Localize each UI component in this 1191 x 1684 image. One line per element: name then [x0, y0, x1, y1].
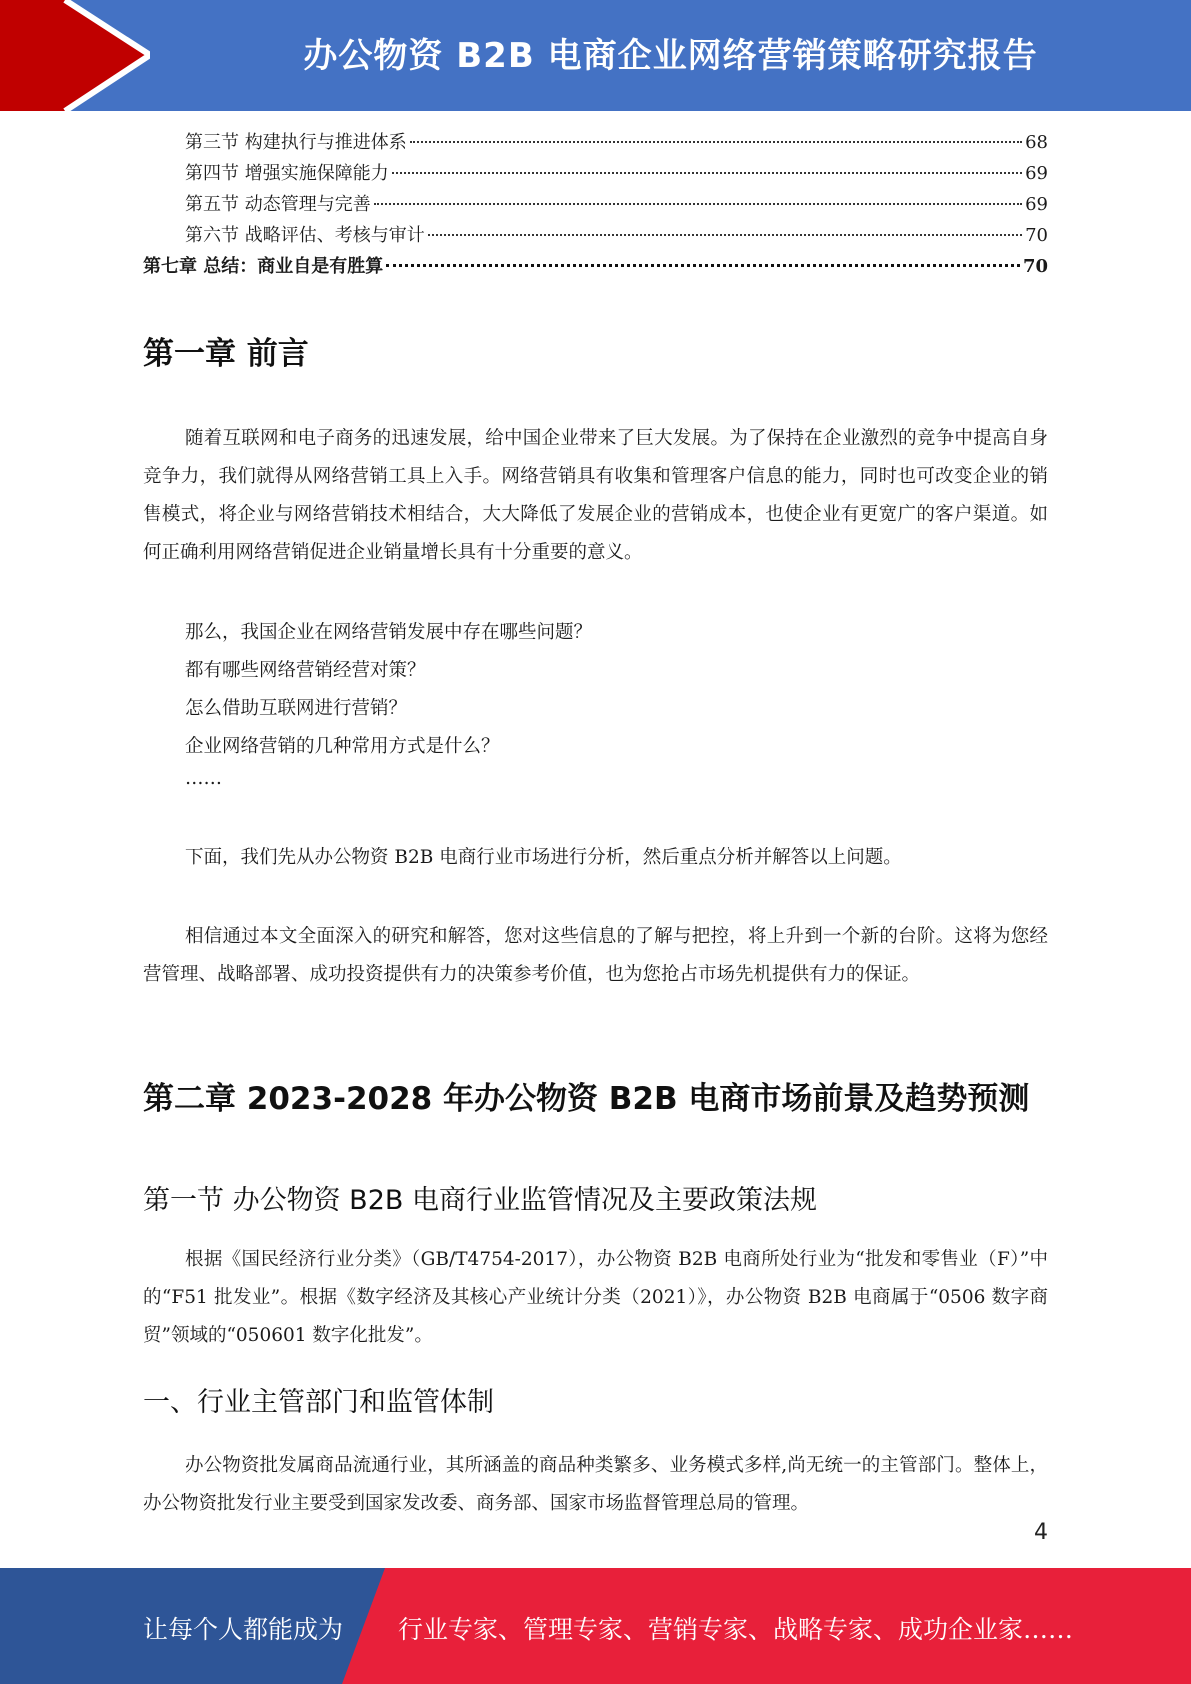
toc-leader-dots: [386, 264, 1020, 267]
ellipsis-line: ……: [185, 768, 222, 789]
subsection-paragraph: 办公物资批发属商品流通行业，其所涵盖的商品种类繁多、业务模式多样,尚无统一的主管部门。整体上，办公物资批发行业主要受到国家发改委、商务部、国家市场监督管理总局的管理。: [143, 1455, 1048, 1514]
toc-leader-dots: [410, 141, 1022, 143]
report-title: 办公物资 B2B 电商企业网络营销策略研究报告: [303, 36, 1038, 76]
header-red-arrow: [0, 0, 150, 111]
toc-entry[interactable]: [143, 128, 1048, 159]
toc-entry-page: 69: [1025, 194, 1048, 215]
toc-leader-dots: [428, 234, 1022, 236]
chapter-1-paragraph-3: 相信通过本文全面深入的研究和解答，您对这些信息的了解与把控，将上升到一个新的台阶。这将为您经营管理、战略部署、成功投资提供有力的决策参考价值，也为您抢占市场先机提供有力的保证。: [143, 926, 1048, 985]
question-line: 企业网络营销的几种常用方式是什么？: [185, 736, 500, 757]
question-line: 那么，我国企业在网络营销发展中存在哪些问题？: [185, 622, 593, 643]
footer-slogan-left: 让每个人都能成为: [143, 1615, 344, 1644]
footer-slogan-right: 行业专家、管理专家、营销专家、战略专家、成功企业家……: [398, 1615, 1074, 1644]
toc-entry-label: 第四节 增强实施保障能力: [185, 163, 389, 184]
toc-entry-label: 第五节 动态管理与完善: [185, 194, 371, 215]
toc-entry-page: 68: [1025, 132, 1048, 153]
table-of-contents: [143, 128, 1048, 283]
toc-entry-label: 第三节 构建执行与推进体系: [185, 132, 407, 153]
chapter-1-heading: 第一章 前言: [143, 336, 309, 372]
toc-leader-dots: [392, 172, 1022, 174]
subsection-heading: 一、行业主管部门和监管体制: [143, 1387, 494, 1418]
toc-entry-label: 第六节 战略评估、考核与审计: [185, 225, 425, 246]
toc-entry-page: 69: [1025, 163, 1048, 184]
question-line: 都有哪些网络营销经营对策？: [185, 660, 426, 681]
toc-entry[interactable]: [143, 159, 1048, 190]
section-1-heading: 第一节 办公物资 B2B 电商行业监管情况及主要政策法规: [143, 1185, 817, 1216]
question-line: 怎么借助互联网进行营销？: [185, 698, 408, 719]
toc-leader-dots: [374, 203, 1022, 205]
toc-entry[interactable]: [143, 221, 1048, 252]
chapter-2-heading: 第二章 2023-2028 年办公物资 B2B 电商市场前景及趋势预测: [143, 1081, 1030, 1117]
toc-entry[interactable]: [143, 190, 1048, 221]
header-banner: [0, 0, 1191, 111]
toc-chapter-entry[interactable]: [143, 252, 1048, 283]
toc-entry-page: 70: [1022, 256, 1048, 277]
page-number: 4: [1034, 1520, 1048, 1545]
toc-entry-label: 第七章 总结：商业自是有胜算: [143, 256, 384, 277]
section-1-paragraph: 根据《国民经济行业分类》（GB/T4754-2017），办公物资 B2B 电商所处行业为“批发和零售业（F）”中的“F51 批发业”。根据《数字经济及其核心产业统计分类（2021）》，办公物资 B2B 电商属于“0506 数字商贸”领域的“050601 数字化批发”。: [143, 1249, 1048, 1346]
toc-entry-page: 70: [1025, 225, 1048, 246]
chapter-1-paragraph-1: 随着互联网和电子商务的迅速发展，给中国企业带来了巨大发展。为了保持在企业激烈的竞争中提高自身竞争力，我们就得从网络营销工具上入手。网络营销具有收集和管理客户信息的能力，同时也可改变企业的销售模式，将企业与网络营销技术相结合，大大降低了发展企业的营销成本，也使企业有更宽广的客户渠道。如何正确利用网络营销促进企业销量增长具有十分重要的意义。: [143, 428, 1048, 563]
chapter-1-paragraph-2: 下面，我们先从办公物资 B2B 电商行业市场进行分析，然后重点分析并解答以上问题。: [185, 847, 902, 868]
